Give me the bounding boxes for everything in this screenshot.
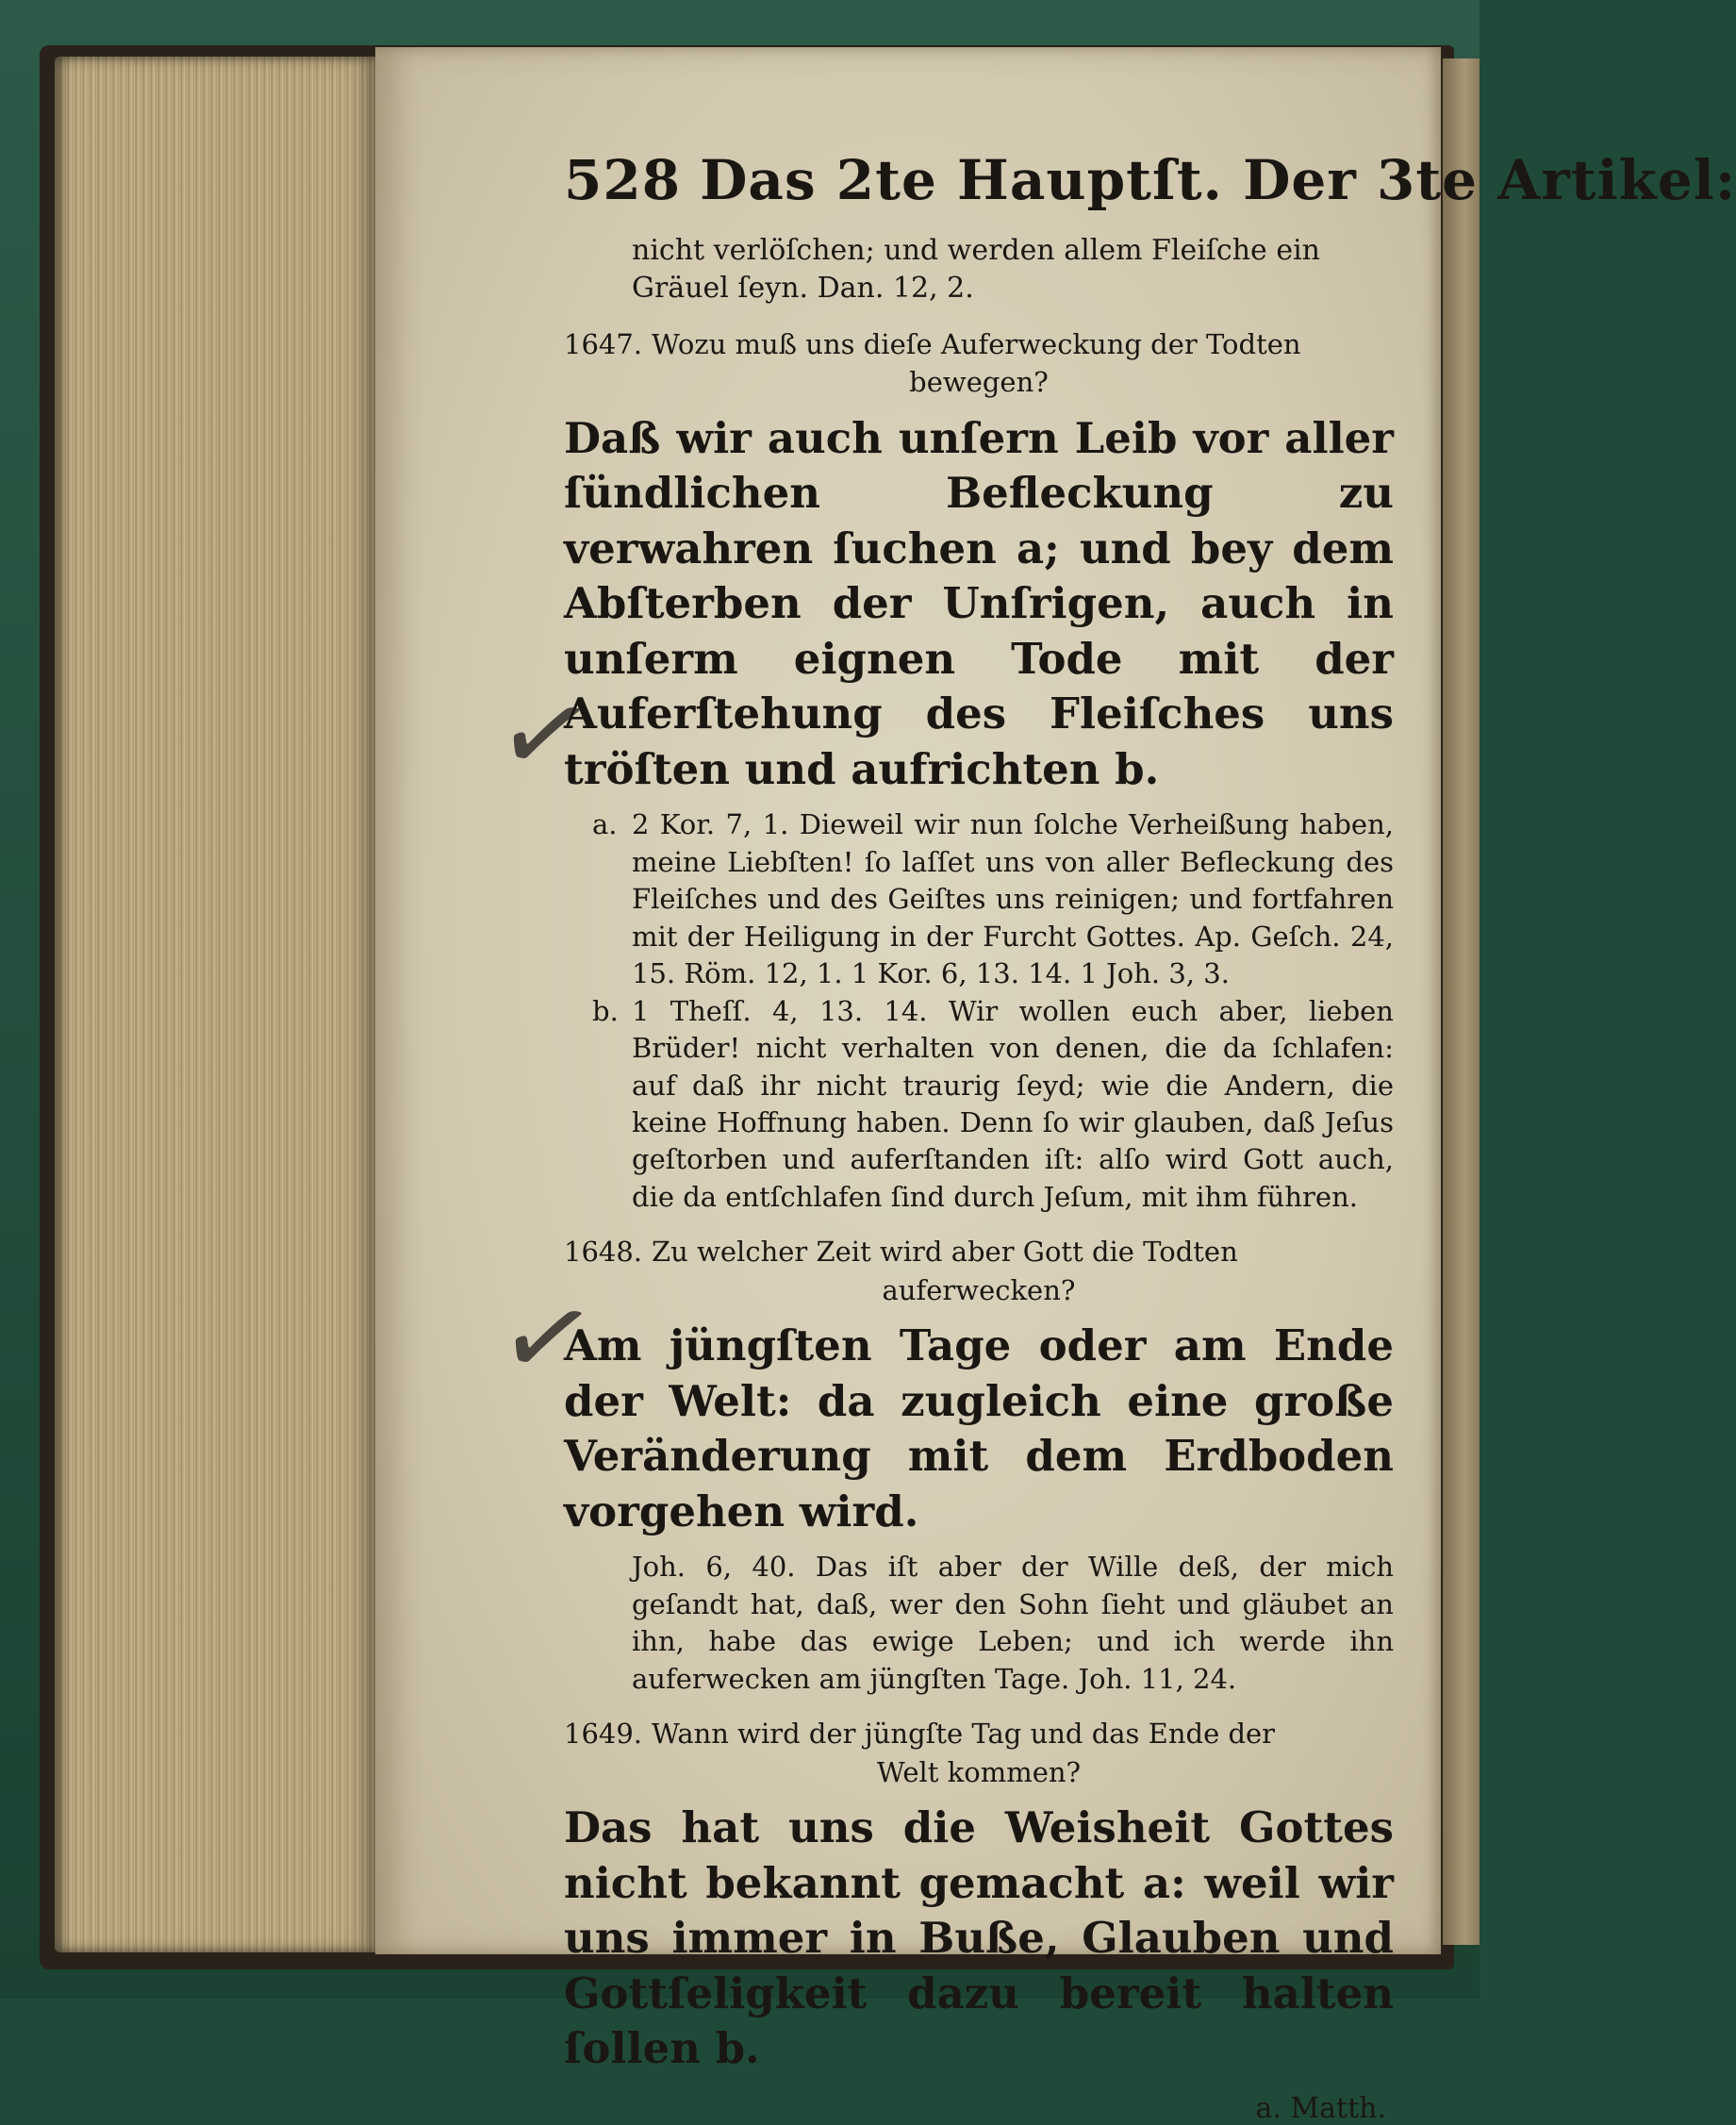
question-tail: auferwecken? xyxy=(882,1273,1076,1306)
next-page-edge xyxy=(1443,58,1480,1945)
page-number: 528 xyxy=(564,148,682,212)
scripture-references xyxy=(564,806,1394,1216)
reference-mark: a. xyxy=(592,808,618,841)
answer-text: Am jüngſten Tage oder am Ende der Welt: da zugleich eine große Veränderung mit dem Erdboden vorgehen wird. xyxy=(564,1320,1394,1536)
question xyxy=(564,325,1394,402)
question-number: 1647. xyxy=(564,327,643,360)
pencil-check-mark: ✓ xyxy=(485,661,606,809)
answer-text: Das hat uns die Weisheit Gottes nicht bekannt gemacht a: weil wir uns immer in Buße, Glauben und Gottſeligkeit dazu bereit halten ſollen b. xyxy=(564,1802,1394,2074)
continuation-text: nicht verlöſchen; und werden allem Fleiſche ein Gräuel ſeyn. Dan. 12, 2. xyxy=(632,233,1321,306)
question xyxy=(564,1233,1394,1309)
page-edges xyxy=(55,57,375,1952)
catechism-section xyxy=(564,1233,1394,1698)
question-text: Wozu muß uns dieſe Auferweckung der Todten xyxy=(652,327,1301,360)
running-head-title: Das 2te Hauptſt. Der 3te Artikel: xyxy=(700,148,1736,212)
page-text xyxy=(564,148,1736,2125)
reference-text: Joh. 6, 40. Das iſt aber der Wille deß, der mich geſandt hat, daß, wer den Sohn ſieht und gläubet an ihn, habe das ewige Leben; und ich werde ihn auferwecken am jüngſten Tage. Joh. 11, 24. xyxy=(632,1551,1394,1695)
catchword: a. Matth. xyxy=(1255,2091,1386,2125)
reference-item xyxy=(632,1549,1394,1698)
reference-item xyxy=(592,806,1394,992)
question-text: Zu welcher Zeit wird aber Gott die Todten xyxy=(652,1236,1238,1269)
question-tail: bewegen? xyxy=(909,366,1049,399)
catechism-section xyxy=(564,325,1394,1217)
running-head xyxy=(564,148,1736,212)
question-number: 1649. xyxy=(564,1718,643,1751)
scripture-references xyxy=(564,1549,1394,1698)
question-text: Wann wird der jüngſte Tag und das Ende der xyxy=(652,1718,1276,1751)
answer-text: Daß wir auch unſern Leib vor aller ſündlichen Befleckung zu verwahren ſuchen a; und bey dem Abſterben der Unſrigen, auch in unſerm eignen Tode mit der Auferſtehung des Fleiſches uns tröſten und aufrichten b. xyxy=(564,412,1394,794)
catechism-section xyxy=(564,1715,1394,2077)
question-tail: Welt kommen? xyxy=(876,1755,1082,1788)
reference-text: 2 Kor. 7, 1. Dieweil wir nun ſolche Verheißung haben, meine Liebſten! ſo laſſet uns von aller Befleckung des Fleiſches und des Geiſtes uns reinigen; und fortfahren mit der Heiligung in der Furcht Gottes. Ap. Geſch. 24, 15. Röm. 12, 1. 1 Kor. 6, 13. 14. 1 Joh. 3, 3. xyxy=(632,808,1394,990)
reference-mark: b. xyxy=(592,994,619,1027)
reference-item xyxy=(592,993,1394,1217)
question xyxy=(564,1715,1394,1791)
reference-text: 1 Theſſ. 4, 13. 14. Wir wollen euch aber, lieben Brüder! nicht verhalten von denen, die da ſchlafen: auf daß ihr nicht traurig ſeyd; wie die Andern, die keine Hoffnung haben. Denn ſo wir glauben, daß Jeſus geſtorben und auferſtanden iſt: alſo wird Gott auch, die da entſchlafen ſind durch Jeſum, mit ihm führen. xyxy=(632,994,1394,1213)
question-number: 1648. xyxy=(564,1236,643,1269)
pencil-check-mark: ✓ xyxy=(487,1265,608,1413)
